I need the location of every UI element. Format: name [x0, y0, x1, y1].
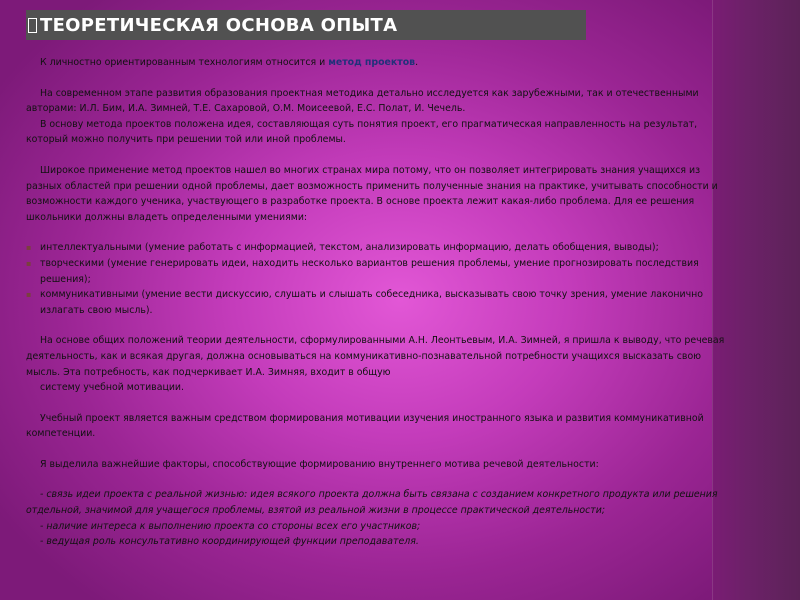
- paragraph-intro: [26, 55, 726, 71]
- intro-end: .: [415, 57, 419, 68]
- bullet-icon: ▪: [26, 258, 32, 268]
- paragraph-motivation: Учебный проект является важным средством формирования мотивации изучения иностранного языка и развития коммуникативной компетенции.: [26, 412, 704, 440]
- skill-intellectual: интеллектуальными (умение работать с информацией, текстом, анализировать информацию, делать обобщения, выводы);: [40, 242, 659, 254]
- paragraph-factors: Я выделила важнейшие факторы, способствующие формированию внутреннего мотива речевой деятельности:: [40, 458, 599, 470]
- paragraph-application: Широкое применение метод проектов нашел во многих странах мира потому, что он позволяет интегрировать знания учащихся из разных областей при решении одной проблемы, дает возможность применить полученные знания на практике, учитывать способности и возможности каждого ученика, участвующего в разработке проекта. В основе проекта лежит какая-либо проблема. Для ее решения школьники должны владеть определенными умениями:: [26, 164, 718, 223]
- list-item: [26, 240, 726, 256]
- bullet-icon: ▪: [26, 243, 32, 253]
- factor-real-life: - связь идеи проекта с реальной жизнью: идея всякого проекта должна быть связана с созданием конкретного продукта или решения отдельной, значимой для учащегося проблемы, взятой из реальной жизни в процессе практической деятельности;: [26, 489, 718, 517]
- factor-interest: - наличие интереса к выполнению проекта со стороны всех его участников;: [40, 520, 421, 532]
- intro-text: К личностно ориентированным технологиям относится и: [40, 57, 329, 68]
- skill-communicative: коммуникативными (умение вести дискуссию, слушать и слышать собеседника, высказывать свою точку зрения, умение лаконично излагать свою мысль).: [40, 289, 703, 316]
- title-bar: [26, 10, 586, 40]
- list-item: [26, 287, 726, 318]
- slide-title: ТЕОРЕТИЧЕСКАЯ ОСНОВА ОПЫТА: [40, 14, 398, 36]
- paragraph-research: На современном этапе развития образования проектная методика детально исследуется как зарубежными, так и отечественными авторами: И.Л. Бим, И.А. Зимней, Т.Е. Сахаровой, О.М. Моисеевой, Е.С. Полат, И. Чечель.: [26, 87, 699, 115]
- paragraph-theory: На основе общих положений теории деятельности, сформулированными А.Н. Леонтьевым, И.А. Зимней, я пришла к выводу, что речевая деятельность, как и всякая другая, должна основываться на коммуникативно-познавательной потребности учащихся высказать свою мысль. Эта потребность, как подчеркивает И.А. Зимняя, входит в общую: [26, 335, 725, 378]
- bullet-icon: ▪: [26, 290, 32, 300]
- square-bullet-icon: [28, 18, 37, 33]
- list-item: [26, 256, 726, 287]
- highlight-method-projects: метод проектов: [328, 57, 416, 68]
- paragraph-theory-tail: систему учебной мотивации.: [40, 382, 184, 394]
- factor-teacher-role: - ведущая роль консультативно координирующей функции преподавателя.: [40, 536, 419, 548]
- paragraph-idea: В основу метода проектов положена идея, составляющая суть понятия проект, его прагматическая направленность на результат, который можно получить при решении той или иной проблемы.: [26, 118, 698, 146]
- slide-body: [26, 55, 726, 550]
- skill-creative: творческими (умение генерировать идеи, находить несколько вариантов решения проблемы, умение прогнозировать последствия решения);: [40, 257, 699, 285]
